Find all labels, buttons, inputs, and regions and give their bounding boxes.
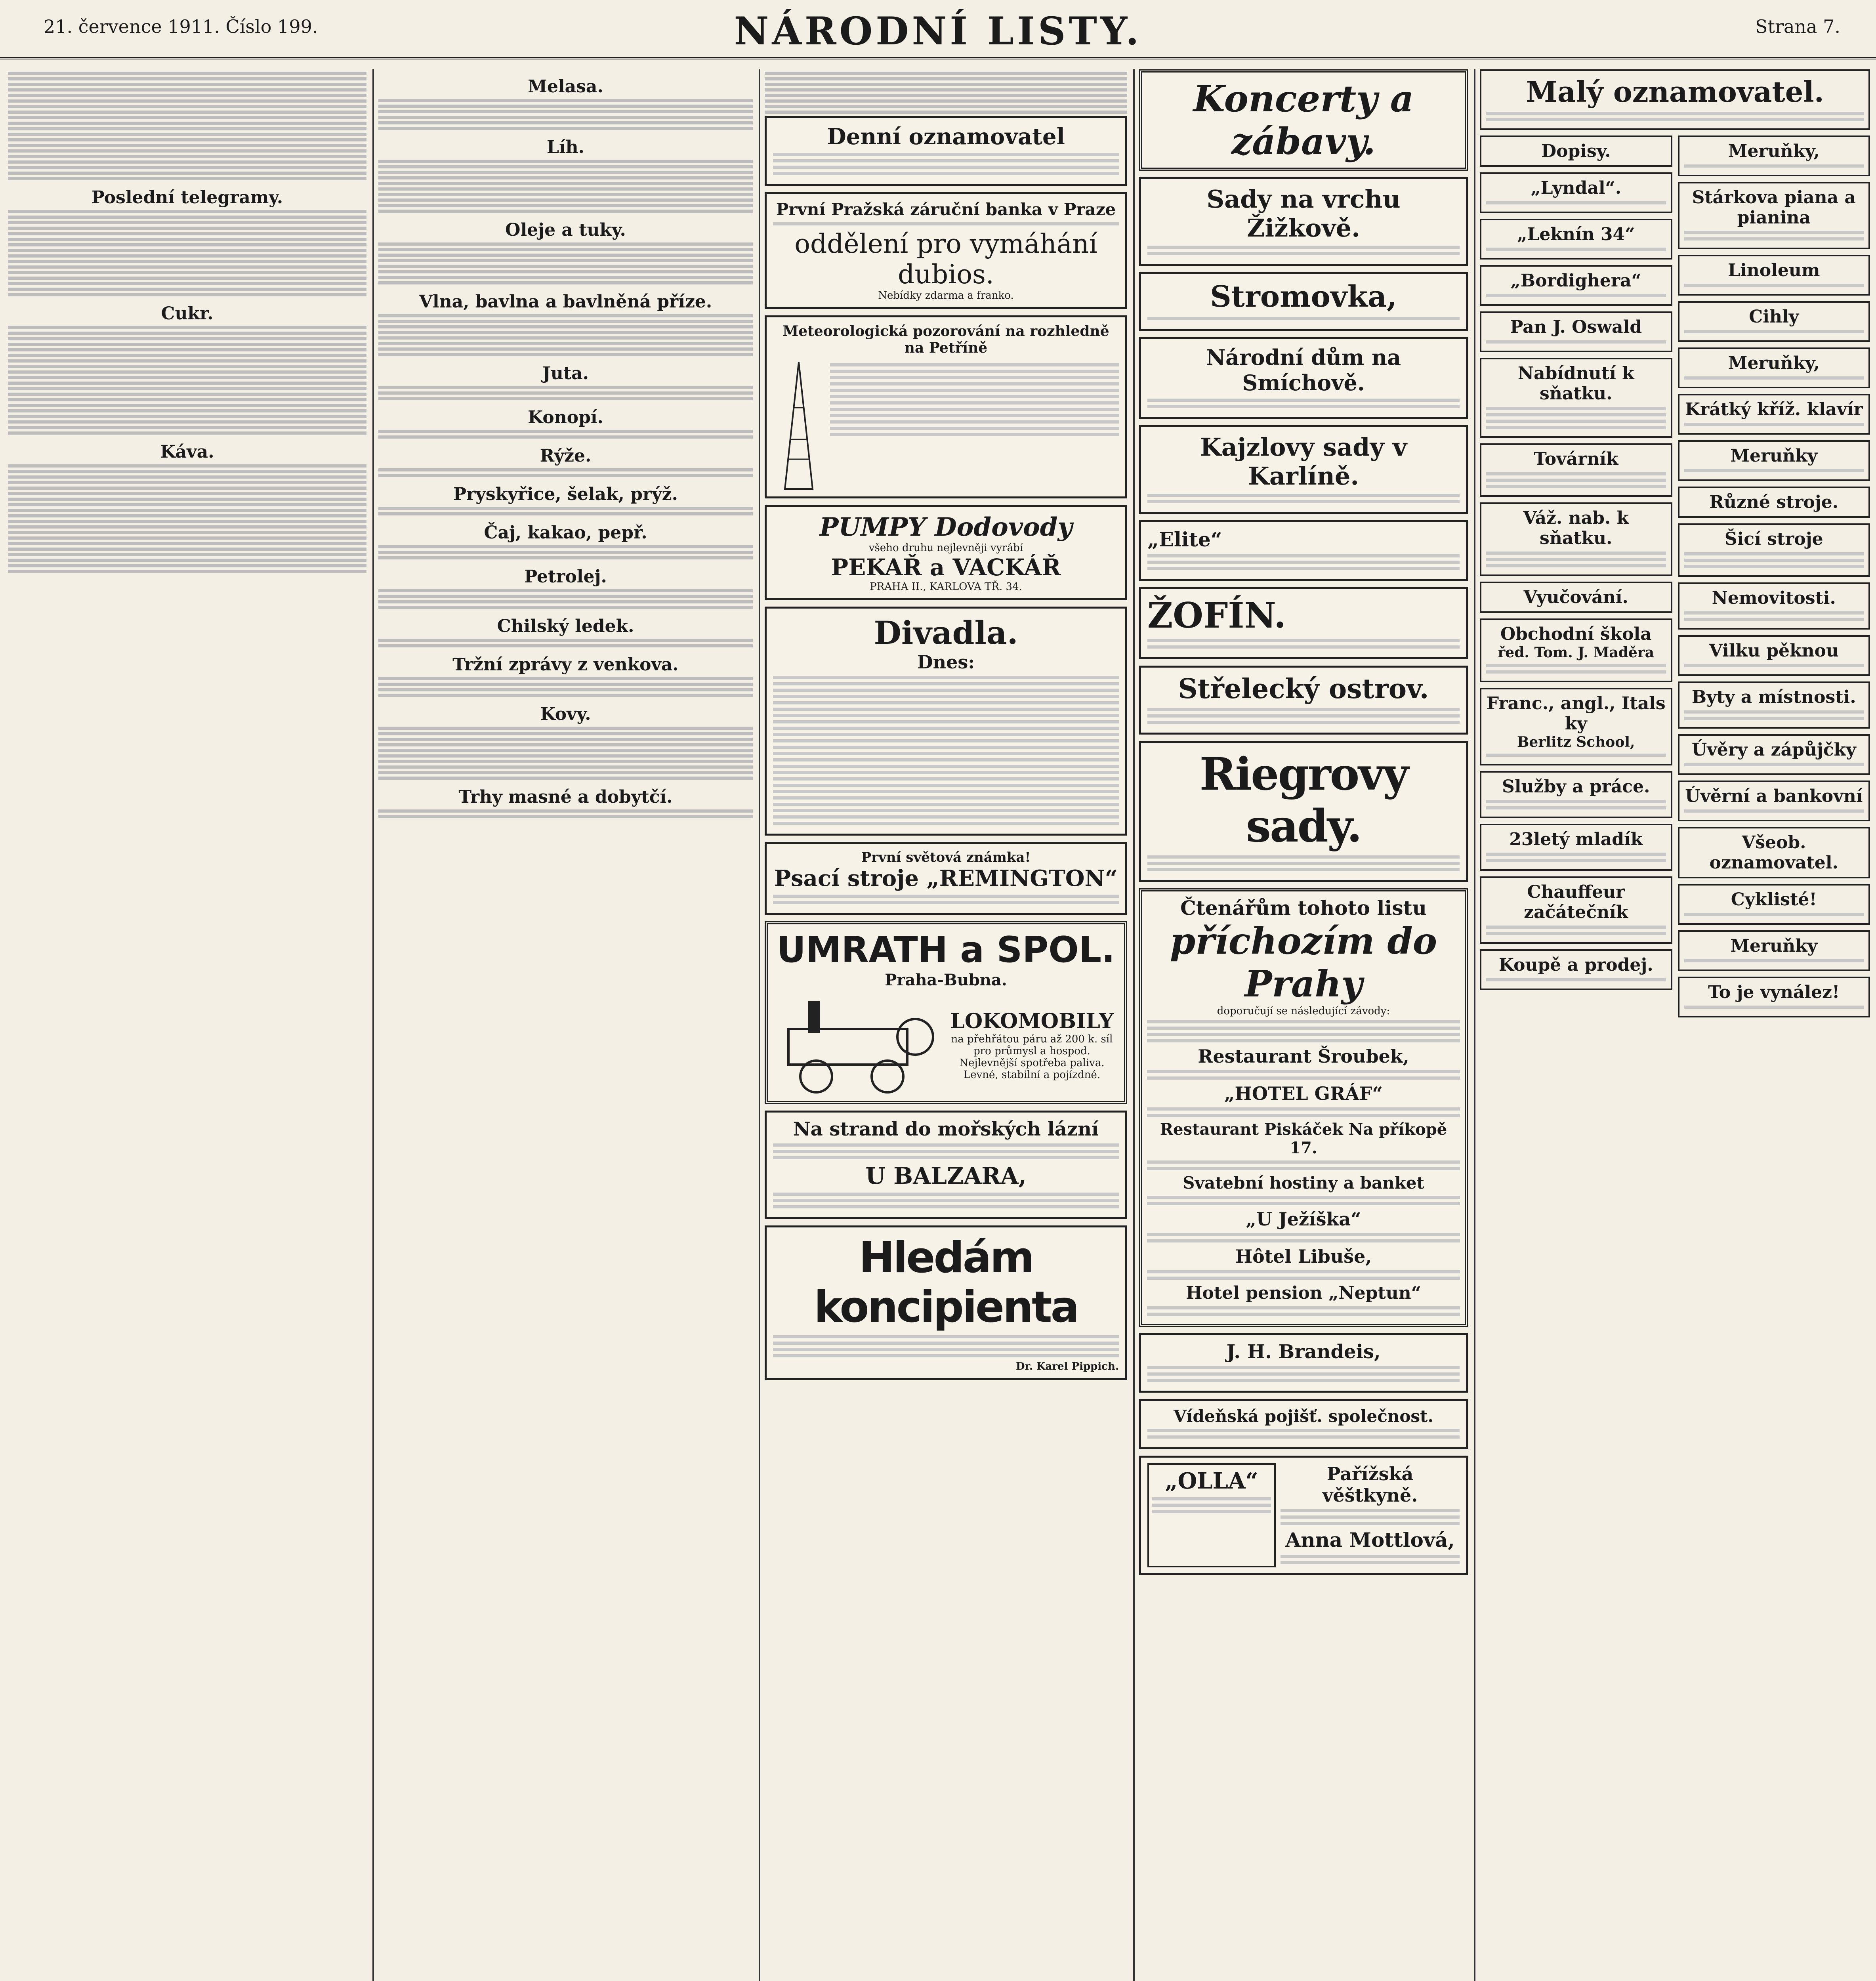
umrath-location: Praha-Bubna. — [885, 971, 1007, 989]
classified-heading: Krátký kříž. klavír — [1685, 399, 1863, 420]
wool-cotton-text-block — [378, 314, 753, 356]
classifieds-header — [1480, 69, 1870, 130]
section-heading-oils: Oleje a tuky. — [505, 220, 626, 240]
classified-subheading: Berlitz School, — [1517, 734, 1635, 750]
rice-text-block — [378, 468, 753, 477]
koncipient-title: Hledám koncipienta — [814, 1233, 1078, 1332]
daily-notices-box — [765, 116, 1127, 186]
petroleum-text-block — [378, 589, 753, 609]
issue-date: 21. července 1911. Číslo 199. — [44, 16, 318, 37]
column-rule — [1474, 69, 1475, 1981]
strelecky-title: Střelecký ostrov. — [1178, 673, 1429, 705]
bank-name: První Pražská záruční banka v Praze — [776, 200, 1116, 219]
classified-heading: Všeob. oznamovatel. — [1709, 832, 1838, 873]
zizkov-title: Sady na vrchu Žižkově. — [1206, 185, 1401, 242]
section-heading-molasses: Melasa. — [528, 76, 603, 97]
olla-title: „OLLA“ — [1165, 1468, 1258, 1494]
wedding-title: Svatební hostiny a banket — [1183, 1173, 1424, 1193]
pumps-ad — [765, 505, 1127, 600]
classified-heading: „Lyndal“. — [1531, 178, 1622, 198]
classified-heading: Vyučování. — [1523, 587, 1628, 607]
section-heading-meat-markets: Trhy masné a dobytčí. — [458, 787, 673, 807]
section-heading-telegrams: Poslední telegramy. — [91, 187, 283, 208]
column-concerts — [1139, 69, 1468, 1981]
classified-heading: Meruňky — [1730, 446, 1818, 466]
nitrate-text-block — [378, 639, 753, 647]
provincial-text-block — [378, 677, 753, 697]
classified-heading: Cihly — [1749, 307, 1799, 327]
classified-heading: 23letý mladík — [1509, 829, 1643, 849]
balzar-ad — [765, 1111, 1127, 1219]
classifieds-title: Malý oznamovatel. — [1526, 75, 1824, 109]
bank-ad — [765, 192, 1127, 309]
pumps-address: PRAHA II., KARLOVA TŘ. 34. — [870, 581, 1022, 593]
molasses-text-block — [378, 99, 753, 130]
balzar-name: U BALZARA, — [865, 1162, 1027, 1189]
classified-buy-sell — [1480, 949, 1672, 990]
sroubek-title: Restaurant Šroubek, — [1198, 1046, 1409, 1067]
locomobile-illustration — [773, 993, 939, 1096]
classified-heading: Továrník — [1534, 449, 1618, 469]
pumps-title: PUMPY Dodovody — [819, 512, 1073, 542]
classified-heading: Dopisy. — [1541, 141, 1611, 161]
classified-languages — [1480, 688, 1672, 765]
market-report-text-block — [8, 72, 366, 180]
sugar-text-block — [8, 326, 366, 435]
spirits-text-block — [378, 160, 753, 213]
classified-apricots-3 — [1678, 440, 1870, 481]
locomobile-text: na přehřátou páru až 200 k. síl pro průmysl a hospod. Nejlevnější spotřeba paliva. Levné, stabilní a pojízdné. — [951, 1033, 1113, 1081]
classified-marriage — [1480, 358, 1672, 438]
classified-young-man — [1480, 824, 1672, 871]
vienna-insurance-title: Vídeňská pojišť. společnost. — [1173, 1407, 1434, 1426]
bank-department: oddělení pro vymáhání dubios. — [794, 229, 1097, 290]
classified-piano — [1678, 394, 1870, 435]
classified-heading: Meruňky, — [1728, 353, 1820, 373]
classified-cyclists — [1678, 884, 1870, 925]
vienna-insurance-ad — [1139, 1399, 1468, 1449]
zofin-title: ŽOFÍN. — [1147, 595, 1286, 636]
classified-heading: Koupě a prodej. — [1498, 955, 1653, 975]
mottlova-title: Anna Mottlová, — [1285, 1528, 1455, 1552]
remington-tagline: První světová známka! — [861, 849, 1031, 865]
metals-text-block — [378, 727, 753, 780]
umrath-title: UMRATH a SPOL. — [777, 929, 1115, 971]
newspaper-title: NÁRODNÍ LISTY. — [734, 9, 1142, 53]
classified-tovarnik — [1480, 443, 1672, 497]
meteorological-title: Meteorologická pozorování na rozhledně na Petříně — [782, 323, 1109, 356]
classified-services — [1480, 771, 1672, 818]
neptun-title: Hotel pension „Neptun“ — [1185, 1283, 1422, 1303]
classified-bank — [1678, 781, 1870, 821]
piskacek-title: Restaurant Piskáček Na příkopě 17. — [1160, 1120, 1447, 1157]
classified-heading: Meruňky — [1730, 936, 1818, 956]
classified-heading: Úvěry a zápůjčky — [1691, 740, 1856, 760]
tea-text-block — [378, 545, 753, 559]
riegrovy-sady-ad — [1139, 741, 1468, 882]
classified-heading: Stárkova piana a pianina — [1692, 187, 1856, 228]
classified-subheading: řed. Tom. J. Maděra — [1498, 644, 1655, 661]
page-number: Strana 7. — [1755, 16, 1840, 37]
theatres-title: Divadla. — [874, 614, 1018, 651]
classified-heading: Franc., angl., Itals ky — [1486, 693, 1666, 734]
classified-general — [1678, 827, 1870, 878]
hemp-text-block — [378, 430, 753, 439]
classified-heading: Meruňky, — [1728, 141, 1820, 161]
daily-notices-title: Denní oznamovatel — [827, 124, 1065, 150]
remington-ad — [765, 842, 1127, 915]
stromovka-title: Stromovka, — [1210, 280, 1397, 314]
telegram-text-block — [8, 210, 366, 296]
theatres-today: Dnes: — [917, 651, 975, 673]
section-heading-spirits: Líh. — [547, 137, 584, 157]
classified-heading: Obchodní škola — [1500, 624, 1652, 644]
umrath-ad — [765, 921, 1127, 1104]
koncipient-ad — [765, 1225, 1127, 1380]
classified-bricks — [1678, 301, 1870, 342]
riegrovy-title: Riegrovy sady. — [1199, 748, 1408, 852]
tower-illustration — [773, 360, 824, 491]
classified-sewing — [1678, 523, 1870, 577]
classified-villa — [1678, 635, 1870, 676]
koncipient-signature: Dr. Karel Pippich. — [1015, 1361, 1119, 1372]
narodni-dum-title: Národní dům na Smíchově. — [1206, 345, 1401, 395]
stromovka-ad — [1139, 272, 1468, 331]
elite-title: „Elite“ — [1147, 528, 1222, 551]
classified-leknin — [1480, 219, 1672, 260]
classified-heading: „Leknín 34“ — [1517, 224, 1635, 244]
classified-heading: To je vynález! — [1708, 982, 1840, 1002]
classified-marriage-2 — [1480, 502, 1672, 576]
col3-top-text — [765, 72, 1127, 114]
theatres-box — [765, 607, 1127, 836]
classified-lyndal — [1480, 172, 1672, 213]
coffee-text-block — [8, 464, 366, 573]
classified-flats — [1678, 681, 1870, 729]
readers-headline: příchozím do Prahy — [1170, 920, 1437, 1005]
column-rule — [759, 69, 760, 1981]
classified-heading: Chauffeur začátečník — [1524, 882, 1628, 922]
brandeis-title: J. H. Brandeis, — [1226, 1341, 1381, 1363]
zizkov-gardens-ad — [1139, 177, 1468, 266]
fortune-teller-title: Pařížská věštkyně. — [1322, 1463, 1418, 1506]
classified-heading: Pan J. Oswald — [1510, 317, 1642, 337]
kajzlovy-sady-ad — [1139, 425, 1468, 514]
section-heading-tea: Čaj, kakao, pepř. — [484, 523, 647, 543]
remington-title: Psací stroje „REMINGTON“ — [774, 865, 1118, 891]
olla-ad — [1139, 1456, 1468, 1575]
classifieds-right-sub — [1678, 136, 1870, 1023]
strelecky-ostrov-ad — [1139, 666, 1468, 735]
pumps-company: PEKAŘ a VACKÁŘ — [831, 554, 1061, 581]
column-rule — [1133, 69, 1135, 1981]
resin-text-block — [378, 507, 753, 515]
jute-text-block — [378, 386, 753, 400]
classified-machines — [1678, 487, 1870, 518]
classified-apricots — [1678, 136, 1870, 176]
concerts-header — [1139, 69, 1468, 171]
section-heading-hemp: Konopí. — [528, 407, 603, 427]
classified-loans — [1678, 734, 1870, 775]
classified-oswald — [1480, 311, 1672, 352]
column-notices-ads — [765, 69, 1127, 1981]
classified-business-school — [1480, 618, 1672, 682]
column-market-reports-2 — [378, 69, 753, 1981]
classified-heading: Služby a práce. — [1502, 777, 1650, 797]
section-heading-rice: Rýže. — [540, 446, 592, 466]
readers-title: Čtenářům tohoto listu — [1180, 896, 1427, 920]
jezisek-title: „U Ježíška“ — [1246, 1208, 1361, 1230]
pumps-note: všeho druhu nejlevněji vyrábí — [868, 542, 1023, 554]
section-heading-sugar: Cukr. — [161, 303, 214, 324]
classified-heading: Nabídnutí k sňatku. — [1517, 363, 1634, 404]
classified-heading: Byty a místnosti. — [1691, 687, 1856, 707]
elite-ad — [1139, 520, 1468, 581]
section-heading-resin: Pryskyřice, šelak, prýž. — [453, 484, 678, 504]
section-heading-petroleum: Petrolej. — [524, 567, 607, 587]
zofin-ad — [1139, 587, 1468, 659]
classified-apricots-4 — [1678, 930, 1870, 971]
readers-box — [1139, 888, 1468, 1327]
concerts-title: Koncerty a zábavy. — [1193, 77, 1414, 163]
classified-heading: Šicí stroje — [1724, 529, 1823, 549]
classified-apricots-2 — [1678, 347, 1870, 388]
classified-lessons — [1480, 582, 1672, 613]
section-heading-nitrate: Chilský ledek. — [497, 616, 634, 636]
masthead — [0, 0, 1876, 59]
meat-markets-text-block — [378, 809, 753, 818]
classified-heading: Nemovitosti. — [1712, 588, 1836, 608]
classified-heading: Linoleum — [1728, 260, 1820, 281]
classified-heading: Úvěrní a bankovní — [1685, 786, 1863, 806]
column-rule — [372, 69, 374, 1981]
bank-offer: Nebídky zdarma a franko. — [878, 290, 1014, 302]
oils-text-block — [378, 242, 753, 284]
section-heading-jute: Juta. — [542, 363, 589, 384]
classifieds-left-sub — [1480, 136, 1672, 1023]
section-heading-wool-cotton: Vlna, bavlna a bavlněná příze. — [419, 292, 712, 312]
classified-heading: „Bordighera“ — [1510, 271, 1641, 291]
classified-dopisy — [1480, 136, 1672, 167]
classified-heading: Vilku pěknou — [1709, 641, 1839, 661]
column-classifieds — [1480, 69, 1870, 1981]
classified-real-estate — [1678, 582, 1870, 630]
classified-heading: Různé stroje. — [1709, 492, 1839, 512]
hotel-graf-title: „HOTEL GRÁF“ — [1224, 1083, 1383, 1104]
section-heading-provincial: Tržní zprávy z venkova. — [452, 655, 679, 675]
narodni-dum-ad — [1139, 337, 1468, 419]
classified-invention — [1678, 977, 1870, 1017]
section-heading-metals: Kovy. — [540, 704, 591, 724]
column-market-reports-1 — [8, 69, 366, 1981]
libuse-title: Hôtel Libuše, — [1235, 1246, 1372, 1267]
classified-chauffeur — [1480, 876, 1672, 944]
kajzlovy-title: Kajzlovy sady v Karlíně. — [1200, 433, 1407, 490]
classified-heading: Cyklisté! — [1731, 889, 1817, 910]
classified-heading: Váž. nab. k sňatku. — [1523, 508, 1629, 548]
classified-pianos — [1678, 182, 1870, 249]
brandeis-ad — [1139, 1333, 1468, 1393]
locomobile-title: LOKOMOBILY — [950, 1009, 1114, 1033]
section-heading-coffee: Káva. — [160, 442, 214, 462]
classified-bordighera — [1480, 265, 1672, 306]
balzar-headline: Na strand do mořských lázní — [793, 1118, 1099, 1140]
classified-linoleum — [1678, 255, 1870, 296]
meteorological-box — [765, 315, 1127, 498]
readers-subtitle: doporučují se následující závody: — [1217, 1005, 1390, 1017]
